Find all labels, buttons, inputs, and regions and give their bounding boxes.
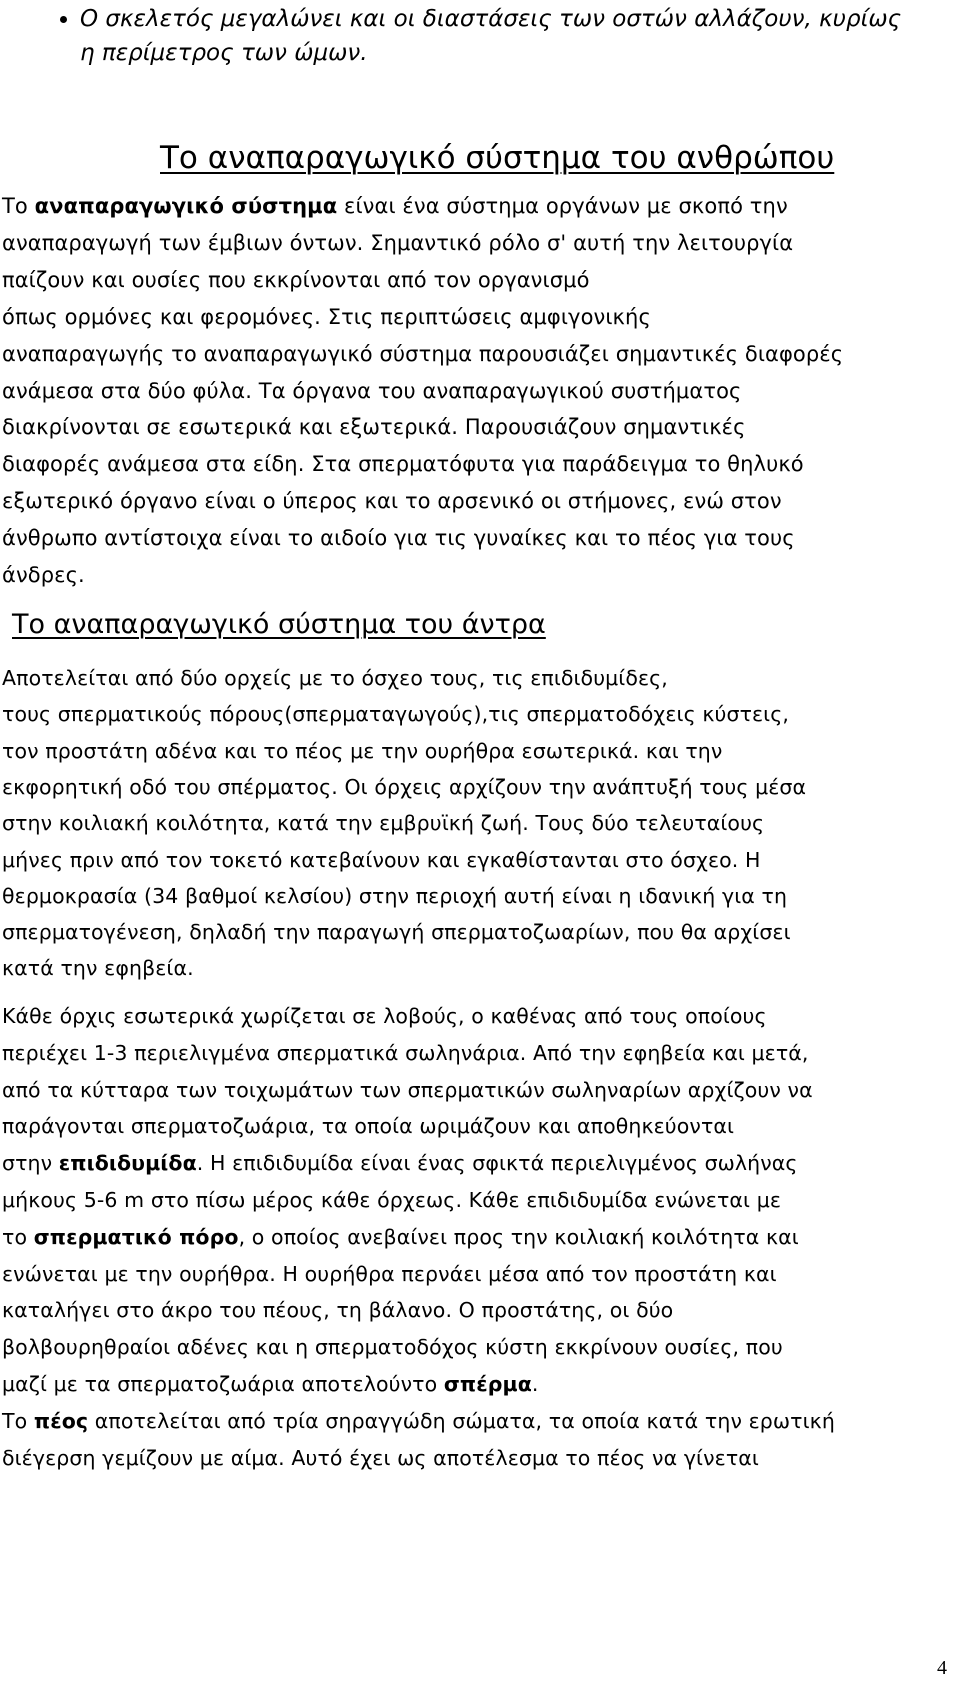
text-line: θερμοκρασία (34 βαθμοί κελσίου) στην περιοχή αυτή είναι η ιδανική για τη bbox=[2, 883, 788, 908]
text-line: κατά την εφηβεία. bbox=[2, 956, 194, 981]
section-heading-male-reproductive-system: Το αναπαραγωγικό σύστημα του άντρα bbox=[12, 609, 546, 640]
text-line: Αποτελείται από δύο ορχείς με το όσχεο τους, τις επιδιδυμίδες, bbox=[2, 666, 668, 690]
text-line: ενώνεται με την ουρήθρα. Η ουρήθρα περνάει μέσα από τον προστάτη και bbox=[2, 1261, 777, 1286]
text-line: καταλήγει στο άκρο του πέους, τη βάλανο. Ο προστάτης, οι δύο bbox=[2, 1298, 674, 1323]
text-line bbox=[2, 1148, 798, 1178]
text-line bbox=[2, 1222, 799, 1252]
text-line: τους σπερματικούς πόρους(σπερματαγωγούς),τις σπερματοδόχεις κύστεις, bbox=[2, 702, 789, 727]
text-line: παράγονται σπερματοζωάρια, τα οποία ωριμάζουν και αποθηκεύονται bbox=[2, 1114, 735, 1139]
text-line: στην κοιλιακή κοιλότητα, κατά την εμβρυϊκή ζωή. Τους δύο τελευταίους bbox=[2, 811, 765, 836]
text-fragment: . Η επιδιδυμίδα είναι ένας σφικτά περιελιγμένος σωλήνας bbox=[196, 1151, 798, 1176]
bullet-text: Ο σκελετός μεγαλώνει και οι διαστάσεις των οστών αλλάζουν, κυρίως η περίμετρος των ώμων. bbox=[80, 6, 902, 66]
text-fragment: . bbox=[531, 1372, 539, 1396]
text-line: βολβουρηθραίοι αδένες και η σπερματοδόχος κύστη εκκρίνουν ουσίες, που bbox=[2, 1335, 783, 1360]
text-line: άνθρωπο αντίστοιχα είναι το αιδοίο για τις γυναίκες και το πέος για τους bbox=[2, 526, 795, 551]
text-fragment: είναι ένα σύστημα οργάνων με σκοπό την bbox=[337, 194, 788, 218]
bold-term: σπερματικό πόρο bbox=[33, 1224, 239, 1249]
bold-term: επιδιδυμίδα bbox=[58, 1151, 197, 1176]
text-line: ανάμεσα στα δύο φύλα. Τα όργανα του αναπαραγωγικού συστήματος bbox=[2, 378, 742, 403]
text-line: διαφορές ανάμεσα στα είδη. Στα σπερματόφυτα για παράδειγμα το θηλυκό bbox=[2, 452, 804, 477]
bullet-item bbox=[80, 2, 902, 70]
page-number: 4 bbox=[937, 1657, 947, 1679]
bullet-dot-icon bbox=[60, 16, 67, 23]
text-fragment: Το bbox=[2, 194, 35, 218]
text-line: όπως ορμόνες και φερομόνες. Στις περιπτώσεις αμφιγονικής bbox=[2, 304, 651, 329]
bold-term: αναπαραγωγικό σύστημα bbox=[34, 194, 338, 218]
text-line: Κάθε όρχις εσωτερικά χωρίζεται σε λοβούς, ο καθένας από τους οποίους bbox=[2, 1004, 767, 1028]
text-fragment: το bbox=[2, 1224, 34, 1249]
text-line: εκφορητική οδό του σπέρματος. Οι όρχεις αρχίζουν την ανάπτυξή τους μέσα bbox=[2, 774, 807, 799]
text-line: διέγερση γεμίζουν με αίμα. Αυτό έχει ως αποτέλεσμα το πέος να γίνεται bbox=[2, 1445, 759, 1470]
text-line: παίζουν και ουσίες που εκκρίνονται από τον οργανισμό bbox=[2, 267, 590, 292]
text-line bbox=[2, 191, 788, 221]
text-line: περιέχει 1-3 περιελιγμένα σπερματικά σωληνάρια. Από την εφηβεία και μετά, bbox=[2, 1040, 809, 1065]
bold-term: πέος bbox=[33, 1408, 89, 1433]
bold-term: σπέρμα bbox=[443, 1372, 532, 1396]
text-line: αναπαραγωγή των έμβιων όντων. Σημαντικό ρόλο σ' αυτή την λειτουργία bbox=[2, 230, 794, 255]
text-fragment: αποτελείται από τρία σηραγγώδη σώματα, τα οποία κατά την ερωτική bbox=[88, 1408, 835, 1433]
text-line bbox=[2, 1406, 835, 1436]
text-fragment: στην bbox=[2, 1151, 59, 1176]
text-line: αναπαραγωγής το αναπαραγωγικό σύστημα παρουσιάζει σημαντικές διαφορές bbox=[2, 341, 844, 366]
text-line bbox=[2, 1369, 539, 1399]
text-fragment: Το bbox=[2, 1408, 34, 1433]
text-fragment: , ο οποίος ανεβαίνει προς την κοιλιακή κοιλότητα και bbox=[238, 1224, 799, 1249]
text-fragment: μαζί με τα σπερματοζωάρια αποτελούντο bbox=[2, 1372, 444, 1396]
text-line: σπερματογένεση, δηλαδή την παραγωγή σπερματοζωαρίων, που θα αρχίσει bbox=[2, 920, 791, 945]
text-line: τον προστάτη αδένα και το πέος με την ουρήθρα εσωτερικά. και την bbox=[2, 738, 723, 763]
section-heading-human-reproductive-system: Το αναπαραγωγικό σύστημα του ανθρώπου bbox=[160, 140, 835, 176]
text-line: μήνες πριν από τον τοκετό κατεβαίνουν και εγκαθίστανται στο όσχεο. Η bbox=[2, 847, 761, 872]
text-line: από τα κύτταρα των τοιχωμάτων των σπερματικών σωληναρίων αρχίζουν να bbox=[2, 1077, 813, 1102]
text-line: άνδρες. bbox=[2, 563, 85, 587]
text-line: εξωτερικό όργανο είναι ο ύπερος και το αρσενικό οι στήμονες, ενώ στον bbox=[2, 489, 782, 514]
text-line: μήκους 5-6 m στο πίσω μέρος κάθε όρχεως. Κάθε επιδιδυμίδα ενώνεται με bbox=[2, 1188, 782, 1212]
text-line: διακρίνονται σε εσωτερικά και εξωτερικά. Παρουσιάζουν σημαντικές bbox=[2, 415, 746, 440]
